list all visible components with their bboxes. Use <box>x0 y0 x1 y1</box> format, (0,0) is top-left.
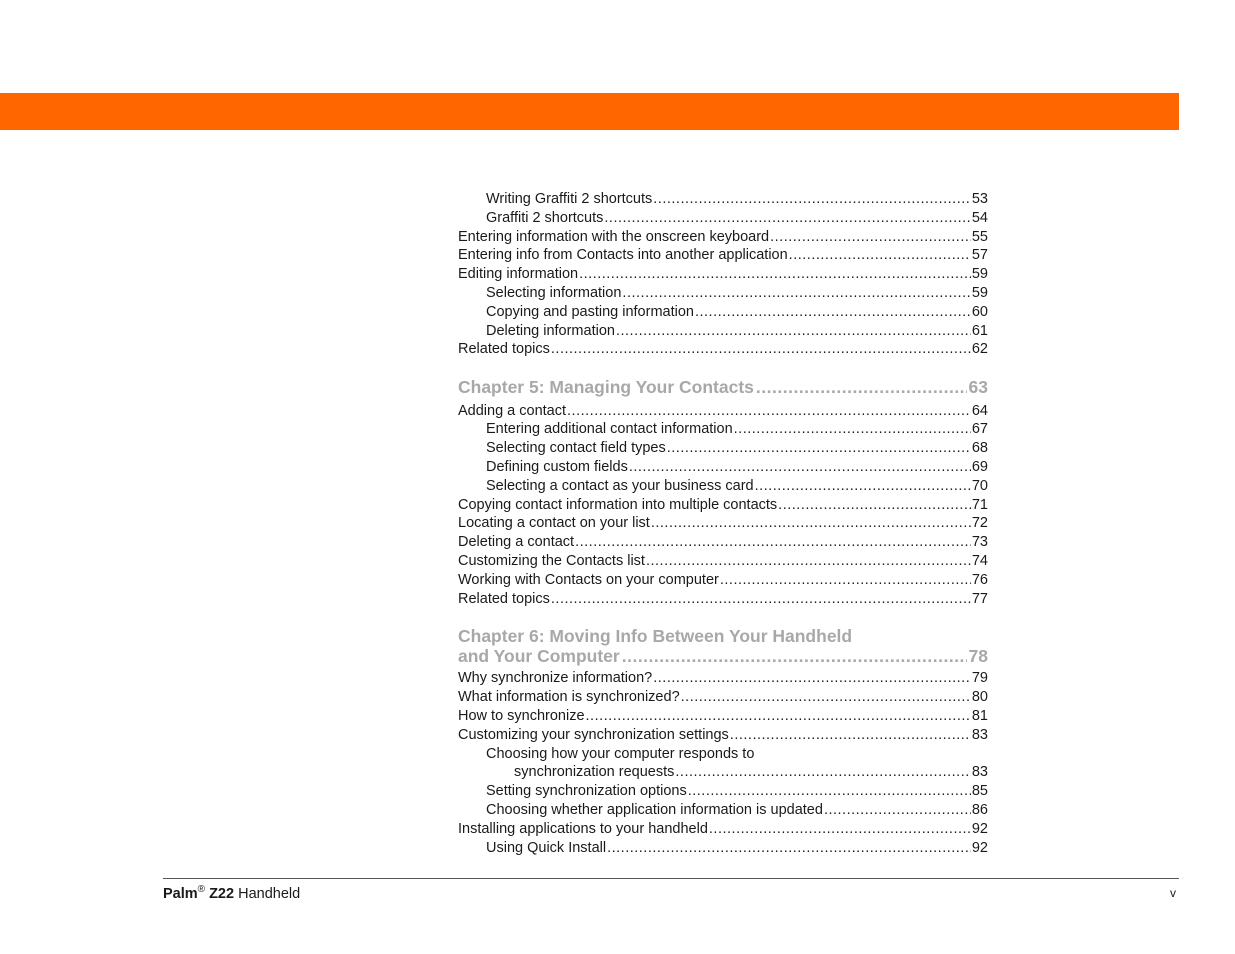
toc-entry[interactable] <box>458 477 988 496</box>
toc-entry-title: What information is synchronized? <box>458 689 680 706</box>
toc-entry-title: Selecting contact field types <box>486 440 666 457</box>
page-number: v <box>1170 886 1176 900</box>
toc-entry[interactable] <box>458 265 988 284</box>
chapter-5-heading[interactable] <box>458 378 988 398</box>
chapter-title-continued: and Your Computer <box>458 645 620 666</box>
toc-entry-page: 54 <box>971 209 988 226</box>
toc-entry[interactable] <box>458 571 988 590</box>
toc-entry-title: Writing Graffiti 2 shortcuts <box>486 191 653 207</box>
toc-entry[interactable] <box>458 209 988 228</box>
dot-leader <box>824 801 971 820</box>
toc-entry[interactable] <box>458 322 988 341</box>
toc-entry[interactable] <box>458 745 988 764</box>
dot-leader <box>607 839 971 858</box>
toc-entry-page: 59 <box>971 266 988 283</box>
toc-entry[interactable] <box>458 439 988 458</box>
toc-entry[interactable] <box>458 688 988 707</box>
toc-entry-page: 86 <box>971 802 988 819</box>
toc-entry-page: 73 <box>971 534 988 551</box>
dot-leader <box>695 303 971 322</box>
chapter-6-heading-line2[interactable] <box>458 647 988 667</box>
chapter-title: Chapter 5: Managing Your Contacts <box>458 377 754 398</box>
dot-leader <box>675 763 970 782</box>
toc-entry-title: Selecting a contact as your business card <box>486 477 754 494</box>
footer-product <box>163 884 300 902</box>
header-band <box>0 93 1179 130</box>
dot-leader <box>720 571 971 590</box>
toc-entry-page: 71 <box>971 496 988 513</box>
dot-leader <box>789 246 971 265</box>
toc-entry-title: Defining custom fields <box>486 459 628 476</box>
toc-entry-page: 70 <box>971 477 988 494</box>
toc-entry-page: 85 <box>971 783 988 800</box>
toc-entry[interactable] <box>458 552 988 571</box>
toc-entry-page: 61 <box>971 322 988 339</box>
toc-entry-page: 79 <box>971 670 988 687</box>
dot-leader <box>616 322 971 341</box>
dot-leader <box>709 820 971 839</box>
toc-entry-title: Entering additional contact information <box>486 421 733 438</box>
toc-entry-page: 81 <box>971 708 988 725</box>
footer-brand: Palm <box>163 885 198 902</box>
toc-block-1 <box>458 190 988 359</box>
toc-entry-title: Locating a contact on your list <box>458 515 650 532</box>
toc-entry[interactable] <box>458 514 988 533</box>
dot-leader <box>667 439 971 458</box>
dot-leader <box>730 726 971 745</box>
toc-entry-title: Why synchronize information? <box>458 670 653 687</box>
toc-entry[interactable] <box>458 496 988 515</box>
dot-leader <box>778 496 971 515</box>
toc-entry[interactable] <box>458 763 988 782</box>
toc-entry-page: 62 <box>971 341 988 358</box>
dot-leader <box>770 228 971 247</box>
toc-entry[interactable] <box>458 669 988 688</box>
dot-leader <box>646 552 971 571</box>
toc-entry-page: 72 <box>971 515 988 532</box>
footer-model: Z22 <box>209 885 235 902</box>
dot-leader <box>688 782 971 801</box>
toc-block-2 <box>458 402 988 609</box>
toc-entry-page: 59 <box>971 284 988 301</box>
toc-entry-page: 57 <box>971 247 988 264</box>
dot-leader <box>551 340 971 359</box>
dot-leader <box>681 688 971 707</box>
toc-entry-title: Selecting information <box>486 284 622 301</box>
toc-entry-page: 67 <box>971 421 988 438</box>
toc-entry-page: 80 <box>971 689 988 706</box>
toc-entry-title: How to synchronize <box>458 708 585 725</box>
dot-leader <box>604 209 970 228</box>
dot-leader <box>653 669 971 688</box>
toc-entry[interactable] <box>458 228 988 247</box>
chapter-page: 78 <box>968 645 988 666</box>
toc-entry-page: 55 <box>971 228 988 245</box>
footer-rule <box>163 878 1179 879</box>
toc-entry-title: Setting synchronization options <box>486 783 687 800</box>
toc-entry-title: Deleting information <box>486 322 615 339</box>
toc-entry-page: 53 <box>971 191 988 207</box>
toc-entry-title: Working with Contacts on your computer <box>458 571 719 588</box>
dot-leader <box>653 190 971 209</box>
dot-leader <box>629 458 971 477</box>
toc-entry-page: 68 <box>971 440 988 457</box>
toc-entry-title: Entering information with the onscreen keyboard <box>458 228 770 245</box>
toc-entry-page: 69 <box>971 459 988 476</box>
toc-entry-title: Customizing the Contacts list <box>458 553 645 570</box>
dot-leader <box>579 265 971 284</box>
toc-entry[interactable] <box>458 533 988 552</box>
toc-entry-title: Choosing whether application information is updated <box>486 802 823 819</box>
toc-entry[interactable] <box>458 707 988 726</box>
chapter-page: 63 <box>968 377 988 398</box>
chapter-6-heading-line1[interactable]: Chapter 6: Moving Info Between Your Handheld <box>458 626 853 647</box>
dot-leader <box>586 707 971 726</box>
toc-entry[interactable] <box>458 340 988 359</box>
toc-entry-page: 64 <box>971 402 988 419</box>
toc-entry-title: Copying contact information into multiple contacts <box>458 496 778 513</box>
toc-entry[interactable] <box>458 190 988 209</box>
toc-entry-title: Installing applications to your handheld <box>458 820 708 837</box>
toc-entry[interactable] <box>458 458 988 477</box>
toc-entry-page: 74 <box>971 553 988 570</box>
toc-entry[interactable] <box>458 590 988 609</box>
toc-entry[interactable] <box>458 246 988 265</box>
toc-entry-page: 77 <box>971 590 988 607</box>
toc-entry-page: 83 <box>971 726 988 743</box>
dot-leader <box>622 284 970 303</box>
toc-entry-title: Choosing how your computer responds to <box>486 745 755 762</box>
toc-entry[interactable] <box>458 420 988 439</box>
toc-entry-title: Customizing your synchronization settings <box>458 726 729 743</box>
toc-entry[interactable] <box>458 820 988 839</box>
toc-entry-title: Editing information <box>458 266 579 283</box>
toc-entry-title: Adding a contact <box>458 402 567 419</box>
footer-product-name: Handheld <box>238 885 301 902</box>
toc-entry[interactable] <box>458 402 988 421</box>
toc-entry[interactable] <box>458 839 988 858</box>
dot-leader <box>551 590 971 609</box>
table-of-contents <box>458 190 988 857</box>
toc-block-3 <box>458 669 988 857</box>
toc-entry-title: Copying and pasting information <box>486 303 694 320</box>
toc-entry-page: 76 <box>971 571 988 588</box>
toc-entry-title: Using Quick Install <box>486 839 607 856</box>
toc-entry-page: 60 <box>971 303 988 320</box>
toc-entry[interactable] <box>458 303 988 322</box>
dot-leader <box>651 514 971 533</box>
dot-leader <box>575 533 971 552</box>
toc-entry[interactable] <box>458 726 988 745</box>
toc-entry[interactable] <box>458 801 988 820</box>
toc-entry-title: Entering info from Contacts into another application <box>458 247 788 264</box>
dot-leader <box>734 420 971 439</box>
dot-leader <box>567 402 971 421</box>
toc-entry-title: synchronization requests <box>514 764 675 781</box>
toc-entry-page: 83 <box>971 764 988 781</box>
toc-entry-page: 92 <box>971 820 988 837</box>
dot-leader <box>755 477 971 496</box>
registered-mark: ® <box>197 884 206 895</box>
toc-entry-title: Related topics <box>458 341 550 358</box>
toc-entry[interactable] <box>458 284 988 303</box>
toc-entry-title: Graffiti 2 shortcuts <box>486 209 604 226</box>
toc-entry-page: 92 <box>971 839 988 856</box>
toc-entry[interactable] <box>458 782 988 801</box>
toc-entry-title: Deleting a contact <box>458 534 575 551</box>
toc-entry-title: Related topics <box>458 590 550 607</box>
